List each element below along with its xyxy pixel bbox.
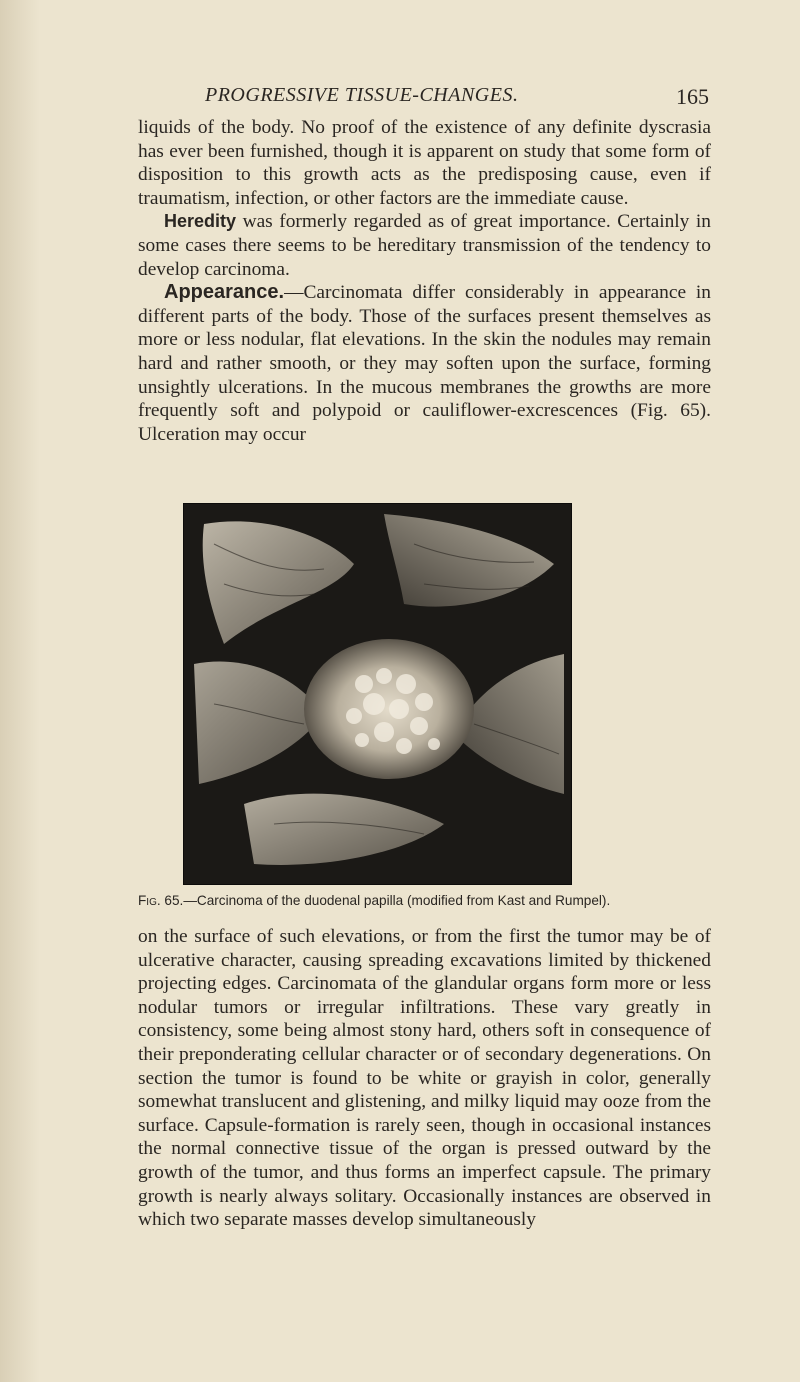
figure-label: Fig. 65. [138,893,184,908]
carcinoma-engraving [184,504,571,884]
paragraph-appearance [138,281,711,446]
page-edge-shadow [0,0,40,1382]
figure-caption-text: —Carcinoma of the duodenal papilla (modified from Kast and Rumpel). [183,893,611,908]
paragraph-continued: liquids of the body. No proof of the existence of any definite dyscrasia has ever been furnished, though it is apparent on study that some form of disposition to this growth acts as the predisposing cause, even if traumatism, infection, or other factors are the immediate cause. [138,117,711,209]
paragraph-ulceration: on the surface of such elevations, or from the first the tumor may be of ulcerative character, causing spreading excavations limited by thickened projecting edges. Carcinomata of the glandular organs form more or less nodular tumors or irregular infiltrations. These vary greatly in consistency, some being almost stony hard, others soft in consequence of their preponderating cellular character or of secondary degenerations. On section the tumor is found to be white or grayish in color, generally somewhat translucent and glistening, and milky liquid may ooze from the surface. Capsule-formation is rarely seen, though in occasional instances the normal connective tissue of the organ is pressed outward by the growth of the tumor, and thus forms an imperfect capsule. The primary growth is nearly always solitary. Occasionally instances are observed in which two separate masses develop simultaneously [138,926,711,1231]
page-header [0,84,800,114]
appearance-text: —Carcinomata differ considerably in appearance in different parts of the body. Those of the surfaces present themselves as more or less nodular, flat elevations. In the skin the nodules may remain hard and rather smooth, or they may soften upon the surface, forming unsightly ulcerations. In the mucous membranes the growths are more frequently soft and polypoid or cauliflower-excrescences (Fig. 65). Ulceration may occur [138,282,711,445]
figure-65-illustration [183,503,572,885]
body-text-top [138,116,711,446]
heredity-text: was formerly regarded as of great importance. Certainly in some cases there seems to be hereditary transmission of the tendency to develop carcinoma. [138,211,711,280]
figure-caption [138,893,711,908]
appearance-heading: Appearance. [164,281,285,304]
body-text-bottom [138,925,711,1232]
heredity-heading: Heredity [164,211,237,232]
running-title: PROGRESSIVE TISSUE-CHANGES. [205,84,519,106]
paragraph-heredity [138,210,711,281]
page-number: 165 [676,84,709,109]
